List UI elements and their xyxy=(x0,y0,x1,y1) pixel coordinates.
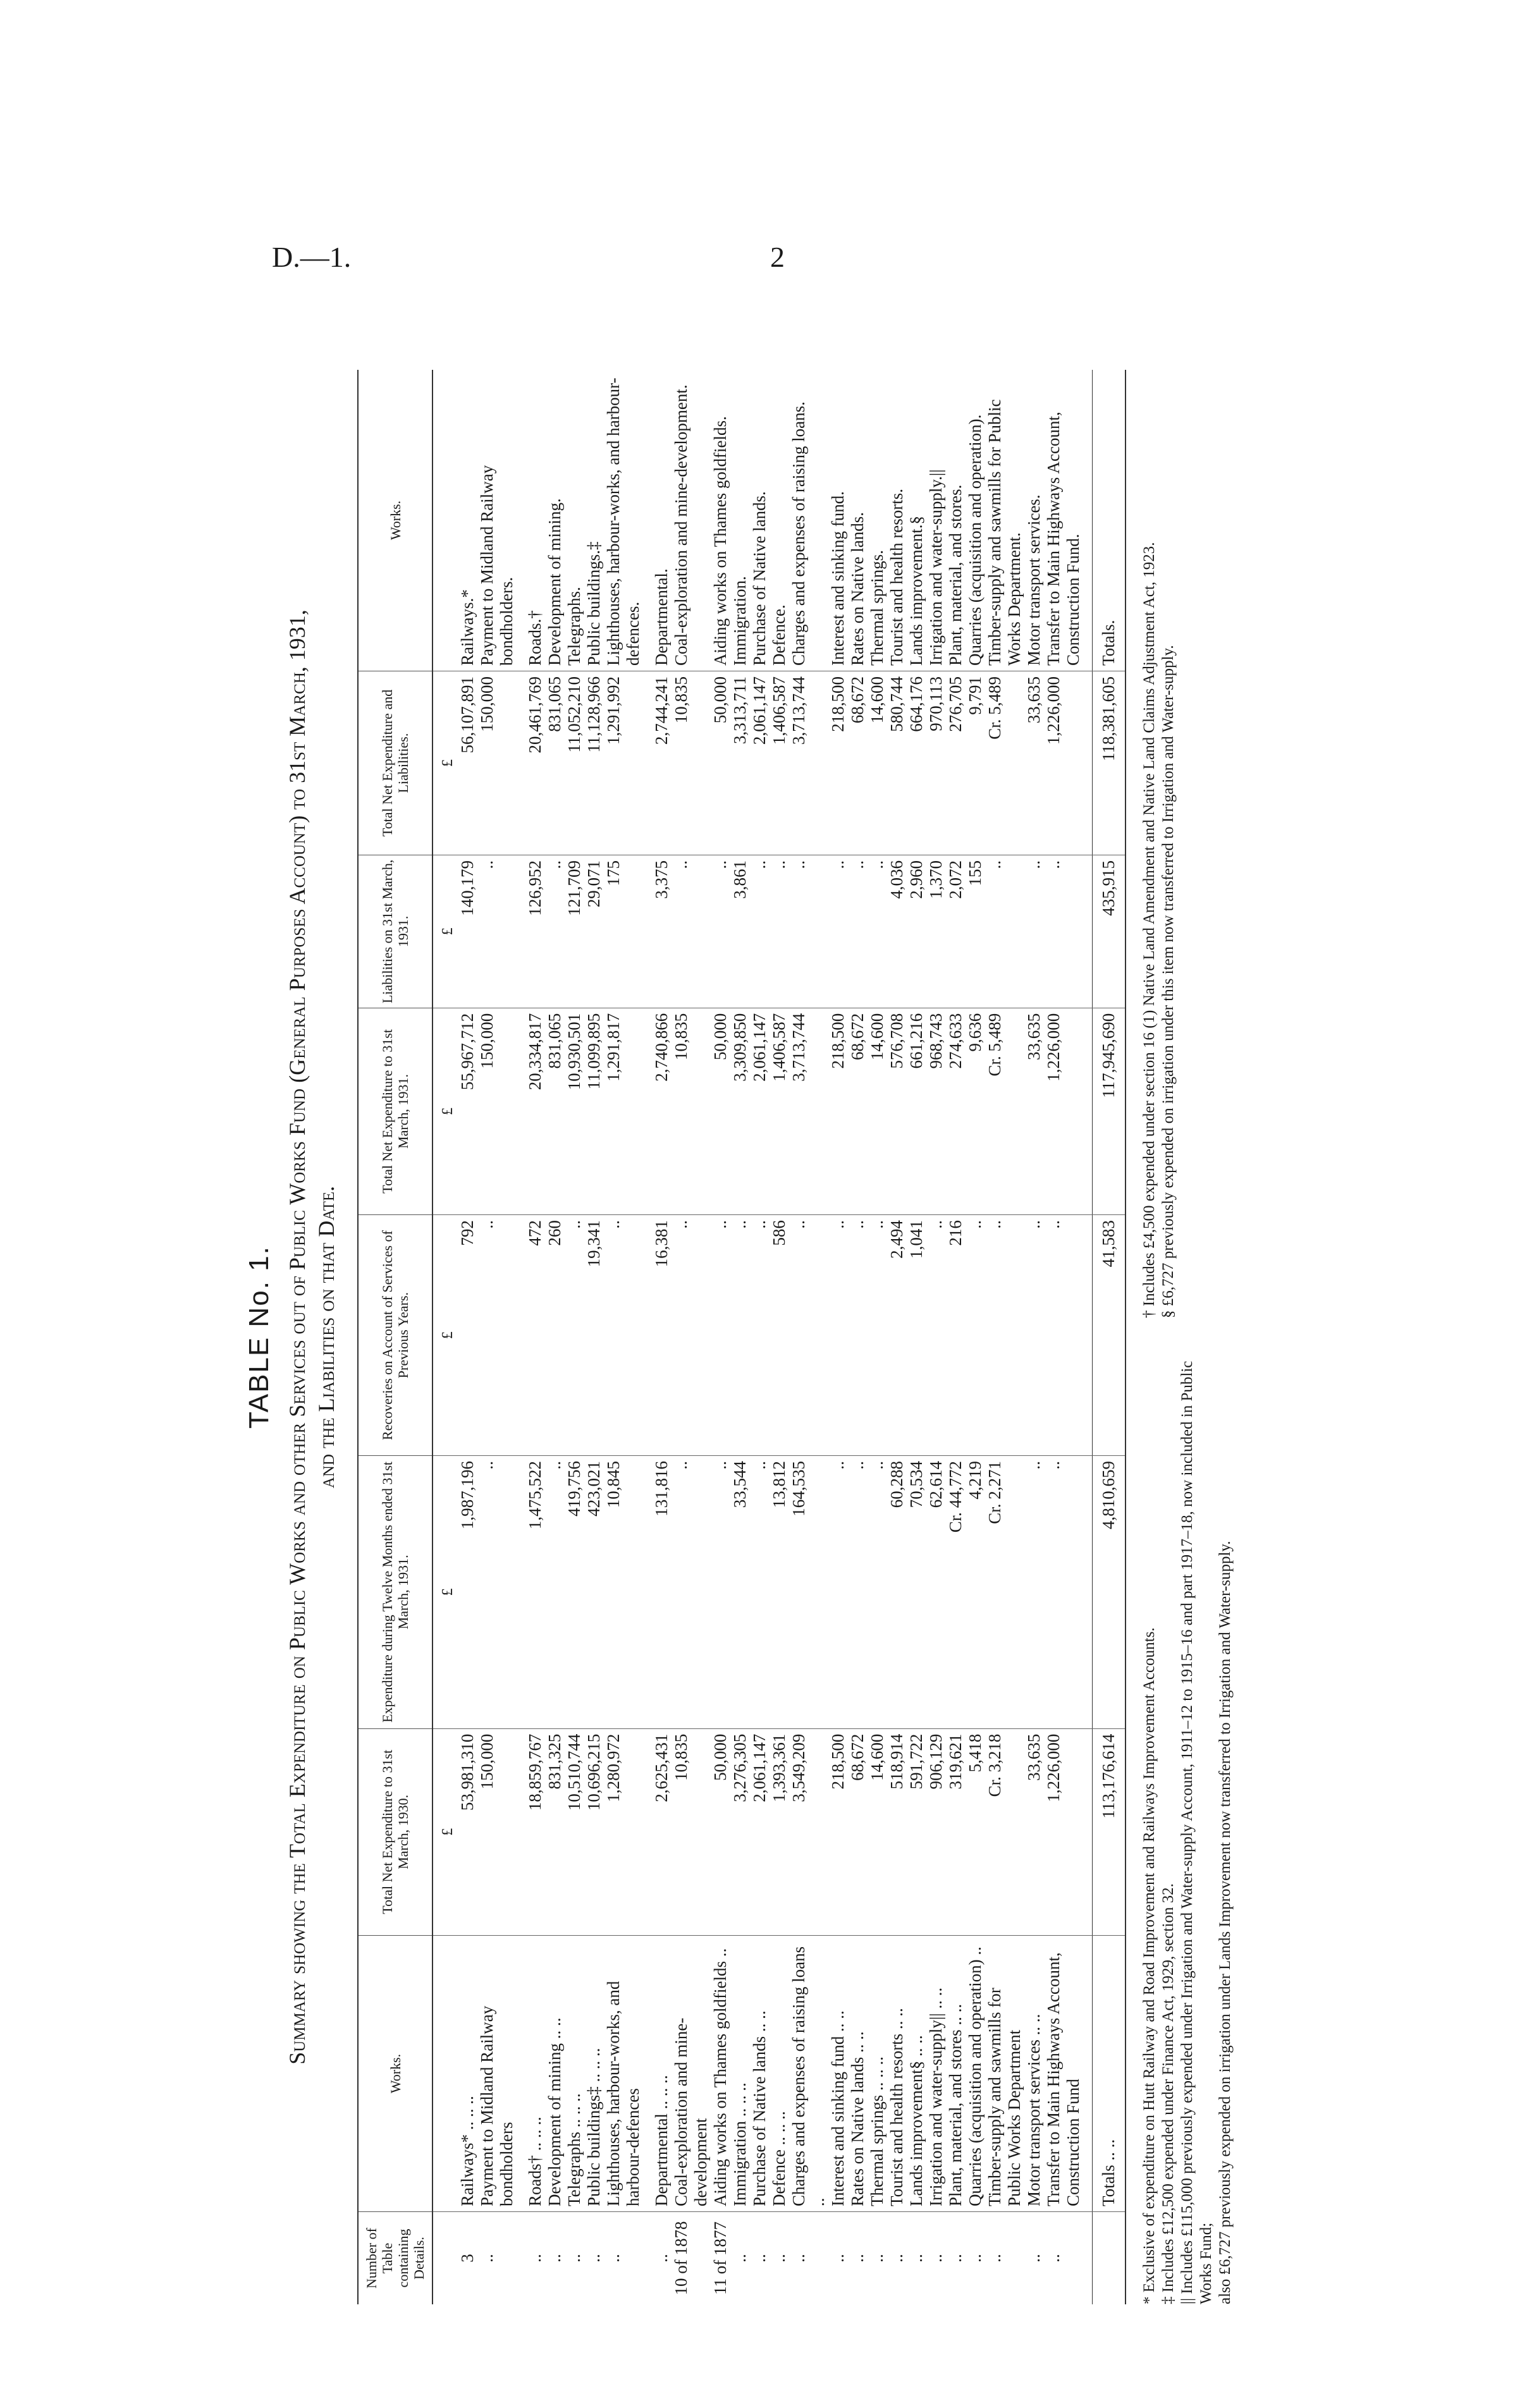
row-ref: .. xyxy=(525,2254,544,2263)
row-total-1931: 1,291,817 xyxy=(604,1008,643,1214)
row-ref: .. xyxy=(985,2254,1004,2263)
row-works-right: Lighthouses, harbour-works, and harbour-defences. xyxy=(604,370,643,671)
row-total-1931: 150,000 xyxy=(477,1008,517,1214)
table-row xyxy=(477,370,517,2304)
row-works: Motor transport services .. .. xyxy=(1024,1936,1044,2212)
row-liabilities: 4,036 xyxy=(887,855,907,1008)
row-ref: .. xyxy=(946,2254,965,2263)
row-expenditure-year: 131,816 xyxy=(652,1456,672,1729)
row-total-1930: 33,635 xyxy=(1024,1728,1044,1935)
row-works-right: Coal-exploration and mine-development. xyxy=(672,370,711,671)
row-total-1931: 1,406,587 xyxy=(770,1008,789,1214)
row-works: Defence .. .. .. xyxy=(770,1936,789,2212)
row-recoveries: .. xyxy=(789,1215,828,1456)
row-expenditure-year: 164,535 xyxy=(789,1456,828,1729)
row-recoveries: .. xyxy=(966,1215,985,1456)
row-total-1930: 50,000 xyxy=(711,1728,730,1935)
row-recoveries: .. xyxy=(828,1215,848,1456)
row-total-1930: 53,981,310 xyxy=(458,1728,477,1935)
row-expenditure-year: 62,614 xyxy=(926,1456,946,1729)
row-works: Quarries (acquisition and operation) .. xyxy=(966,1936,985,2212)
row-total-1930: 10,835 xyxy=(672,1728,711,1935)
row-total-1930: 18,859,767 xyxy=(525,1728,545,1935)
table-row xyxy=(458,370,477,2304)
row-expenditure-year: 60,288 xyxy=(887,1456,907,1729)
row-expenditure-year: .. xyxy=(750,1456,770,1729)
row-recoveries: .. xyxy=(985,1215,1024,1456)
row-total-liabilities: 150,000 xyxy=(477,671,517,855)
row-liabilities: .. xyxy=(848,855,868,1008)
table-number: TABLE No. 1. xyxy=(243,1245,274,1429)
spacer-row xyxy=(643,370,652,2304)
row-ref: .. xyxy=(604,2254,623,2263)
row-ref: .. xyxy=(1044,2254,1063,2263)
table-row xyxy=(584,370,604,2304)
table-row xyxy=(652,370,672,2304)
row-recoveries: .. xyxy=(565,1215,584,1456)
table-row xyxy=(604,370,643,2304)
row-expenditure-year: 1,475,522 xyxy=(525,1456,545,1729)
row-recoveries: .. xyxy=(711,1215,730,1456)
row-works-right: Development of mining. xyxy=(545,370,565,671)
row-works-right: Timber-supply and sawmills for Public Works Department. xyxy=(985,370,1024,671)
spacer-row xyxy=(1083,370,1093,2304)
row-total-1930: 591,722 xyxy=(907,1728,926,1935)
totals-label: Totals .. .. xyxy=(1093,1936,1126,2212)
row-recoveries: .. xyxy=(477,1215,517,1456)
row-recoveries: 792 xyxy=(458,1215,477,1456)
row-expenditure-year: 33,544 xyxy=(730,1456,750,1729)
row-works: Lighthouses, harbour-works, and harbour-defences xyxy=(604,1936,643,2212)
row-total-1931: 10,835 xyxy=(672,1008,711,1214)
row-liabilities: .. xyxy=(789,855,828,1008)
currency-symbol: £ xyxy=(432,1008,458,1214)
row-total-1930: 10,510,744 xyxy=(565,1728,584,1935)
col-total-1930-header: Total Net Expenditure to 31st March, 1930. xyxy=(358,1728,432,1935)
row-works: Public buildings‡ .. .. .. xyxy=(584,1936,604,2212)
row-total-1931: 9,636 xyxy=(966,1008,985,1214)
row-works: Plant, material, and stores .. .. xyxy=(946,1936,966,2212)
row-total-1931: 20,334,817 xyxy=(525,1008,545,1214)
col-works-right-header: Works. xyxy=(358,370,432,671)
row-total-1930: 2,061,147 xyxy=(750,1728,770,1935)
row-works: Departmental .. .. .. xyxy=(652,1936,672,2212)
row-expenditure-year: .. xyxy=(1024,1456,1044,1729)
footnote-star: * Exclusive of expenditure on Hutt Railway and Road Improvement and Railways Improvement Accounts. xyxy=(1141,1627,1158,2304)
row-works-right: Telegraphs. xyxy=(565,370,584,671)
row-total-liabilities: 2,744,241 xyxy=(652,671,672,855)
row-works-right: Irrigation and water-supply.|| xyxy=(926,370,946,671)
footnote-dagger: † Includes £4,500 expended under section 16 (1) Native Land Amendment and Native Land Claims Adjustment Act, 1923. xyxy=(1141,542,1158,1318)
col-ref-header: Number of Table containing Details. xyxy=(358,2212,432,2305)
totals-expenditure-year: 4,810,659 xyxy=(1093,1456,1126,1729)
table-row xyxy=(828,370,848,2304)
row-total-1931: 831,065 xyxy=(545,1008,565,1214)
row-recoveries: 472 xyxy=(525,1215,545,1456)
footnote-double-dagger: ‡ Includes £12,500 expended under Finance Act, 1929, section 32. xyxy=(1160,1883,1177,2304)
row-total-1931: 2,740,866 xyxy=(652,1008,672,1214)
totals-total-1931: 117,945,690 xyxy=(1093,1008,1126,1214)
row-ref: .. xyxy=(966,2254,984,2263)
row-total-1930: 3,549,209 xyxy=(789,1728,828,1935)
row-liabilities: 140,179 xyxy=(458,855,477,1008)
row-expenditure-year: 4,219 xyxy=(966,1456,985,1729)
row-expenditure-year: 10,845 xyxy=(604,1456,643,1729)
row-liabilities: .. xyxy=(1024,855,1044,1008)
row-works: Lands improvement§ .. .. xyxy=(907,1936,926,2212)
row-works-right: Aiding works on Thames goldfields. xyxy=(711,370,730,671)
row-total-liabilities: 1,406,587 xyxy=(770,671,789,855)
row-total-liabilities: 218,500 xyxy=(828,671,848,855)
row-expenditure-year: .. xyxy=(477,1456,517,1729)
row-total-1931: 14,600 xyxy=(868,1008,887,1214)
row-works-right: Railways.* xyxy=(458,370,477,671)
row-total-1930: 1,226,000 xyxy=(1044,1728,1083,1935)
row-ref: .. xyxy=(477,2254,496,2263)
row-recoveries: .. xyxy=(1044,1215,1083,1456)
row-total-1931: 10,930,501 xyxy=(565,1008,584,1214)
totals-liabilities: 435,915 xyxy=(1093,855,1126,1008)
row-liabilities: .. xyxy=(672,855,711,1008)
table-row xyxy=(926,370,946,2304)
row-works-right: Departmental. xyxy=(652,370,672,671)
row-total-1931: 3,309,850 xyxy=(730,1008,750,1214)
table-row xyxy=(525,370,545,2304)
row-works-right: Rates on Native lands. xyxy=(848,370,868,671)
row-total-liabilities: 68,672 xyxy=(848,671,868,855)
row-total-liabilities: 580,744 xyxy=(887,671,907,855)
row-total-liabilities: 1,291,992 xyxy=(604,671,643,855)
row-recoveries: .. xyxy=(730,1215,750,1456)
row-ref: 10 of 1878 xyxy=(672,2221,690,2295)
row-recoveries: 260 xyxy=(545,1215,565,1456)
table-row xyxy=(770,370,789,2304)
row-total-1931: 2,061,147 xyxy=(750,1008,770,1214)
spacer-row xyxy=(517,370,525,2304)
row-recoveries: .. xyxy=(926,1215,946,1456)
row-ref: .. xyxy=(730,2254,749,2263)
row-works-right: Quarries (acquisition and operation). xyxy=(966,370,985,671)
row-total-1930: 1,393,361 xyxy=(770,1728,789,1935)
row-expenditure-year: 423,021 xyxy=(584,1456,604,1729)
row-works: Payment to Midland Railway bondholders xyxy=(477,1936,517,2212)
row-liabilities: 175 xyxy=(604,855,643,1008)
row-total-1931: 661,216 xyxy=(907,1008,926,1214)
totals-total-liabilities: 118,381,605 xyxy=(1093,671,1126,855)
row-total-1931: 11,099,895 xyxy=(584,1008,604,1214)
row-total-1930: 906,129 xyxy=(926,1728,946,1935)
row-total-liabilities: 50,000 xyxy=(711,671,730,855)
row-liabilities: .. xyxy=(985,855,1024,1008)
row-works: Charges and expenses of raising loans .. xyxy=(789,1936,828,2212)
row-ref: .. xyxy=(750,2254,769,2263)
row-total-1930: 10,696,215 xyxy=(584,1728,604,1935)
expenditure-table xyxy=(357,370,1126,2304)
row-expenditure-year: 70,534 xyxy=(907,1456,926,1729)
col-total-liabilities-header: Total Net Expenditure and Liabilities. xyxy=(358,671,432,855)
table-row xyxy=(985,370,1024,2304)
row-works-right: Payment to Midland Railway bondholders. xyxy=(477,370,517,671)
row-ref: .. xyxy=(907,2254,926,2263)
row-works: Interest and sinking fund .. .. xyxy=(828,1936,848,2212)
row-total-liabilities: 14,600 xyxy=(868,671,887,855)
row-recoveries: 2,494 xyxy=(887,1215,907,1456)
row-ref: .. xyxy=(770,2254,788,2263)
row-expenditure-year: .. xyxy=(711,1456,730,1729)
row-total-1930: 2,625,431 xyxy=(652,1728,672,1935)
row-total-1931: 576,708 xyxy=(887,1008,907,1214)
row-expenditure-year: 1,987,196 xyxy=(458,1456,477,1729)
row-total-1931: 218,500 xyxy=(828,1008,848,1214)
row-total-1930: 1,280,972 xyxy=(604,1728,643,1935)
row-liabilities: .. xyxy=(477,855,517,1008)
totals-row xyxy=(1093,370,1126,2304)
row-works: Telegraphs .. .. .. xyxy=(565,1936,584,2212)
row-works: Development of mining .. .. xyxy=(545,1936,565,2212)
row-total-1930: 518,914 xyxy=(887,1728,907,1935)
row-total-1931: 3,713,744 xyxy=(789,1008,828,1214)
totals-label-right: Totals. xyxy=(1093,370,1126,671)
header-row xyxy=(358,370,432,2304)
row-liabilities: 2,960 xyxy=(907,855,926,1008)
row-works-right: Roads.† xyxy=(525,370,545,671)
row-liabilities: .. xyxy=(1044,855,1083,1008)
row-recoveries: 19,341 xyxy=(584,1215,604,1456)
row-total-1930: 68,672 xyxy=(848,1728,868,1935)
row-liabilities: 29,071 xyxy=(584,855,604,1008)
row-works-right: Transfer to Main Highways Account, Construction Fund. xyxy=(1044,370,1083,671)
row-works: Rates on Native lands .. .. xyxy=(848,1936,868,2212)
footnote-parallel-continued: also £6,727 previously expended on irrigation under Lands Improvement now transferred to Irrigation and Water-supply. xyxy=(1217,1541,1234,2304)
row-total-liabilities: 276,705 xyxy=(946,671,966,855)
table-row xyxy=(848,370,868,2304)
footnote-parallel: || Includes £115,000 previously expended under Irrigation and Water-supply Account, 1911–12 to 1915–16 and part 1917–18, now included in Public Works Fund; xyxy=(1179,1360,1215,2304)
table-title: Summary showing the Total Expenditure on Public Works and other Services out of Public Works Fund (General Purposes Account) to 31st March, 1931, xyxy=(285,609,310,2065)
row-total-1931: 274,633 xyxy=(946,1008,966,1214)
totals-total-1930: 113,176,614 xyxy=(1093,1728,1126,1935)
row-ref: .. xyxy=(848,2254,867,2263)
row-ref: 3 xyxy=(458,2254,477,2263)
footnotes xyxy=(1140,370,1235,2304)
table-row xyxy=(907,370,926,2304)
row-total-liabilities: 9,791 xyxy=(966,671,985,855)
row-total-1930: 319,621 xyxy=(946,1728,966,1935)
row-recoveries: .. xyxy=(848,1215,868,1456)
table-row xyxy=(730,370,750,2304)
row-total-liabilities: 664,176 xyxy=(907,671,926,855)
row-liabilities: 3,375 xyxy=(652,855,672,1008)
row-liabilities: .. xyxy=(828,855,848,1008)
row-recoveries: 16,381 xyxy=(652,1215,672,1456)
row-liabilities: .. xyxy=(545,855,565,1008)
row-total-1931: 68,672 xyxy=(848,1008,868,1214)
row-expenditure-year: .. xyxy=(868,1456,887,1729)
currency-row xyxy=(432,370,458,2304)
row-total-1930: 5,418 xyxy=(966,1728,985,1935)
row-total-liabilities: 831,065 xyxy=(545,671,565,855)
table-row xyxy=(887,370,907,2304)
row-ref: .. xyxy=(545,2254,564,2263)
table-title-continued: and the Liabilities on that Date. xyxy=(314,1185,339,1489)
row-total-1931: 33,635 xyxy=(1024,1008,1044,1214)
table-row xyxy=(711,370,730,2304)
row-total-liabilities: Cr. 5,489 xyxy=(985,671,1024,855)
row-works: Irrigation and water-supply|| .. .. xyxy=(926,1936,946,2212)
row-recoveries: .. xyxy=(672,1215,711,1456)
table-row xyxy=(1044,370,1083,2304)
row-works: Transfer to Main Highways Account, Construction Fund xyxy=(1044,1936,1083,2212)
row-works-right: Charges and expenses of raising loans. xyxy=(789,370,828,671)
table-row xyxy=(750,370,770,2304)
row-ref: .. xyxy=(1024,2254,1043,2263)
row-recoveries: .. xyxy=(868,1215,887,1456)
row-ref: .. xyxy=(828,2254,847,2263)
row-works: Roads† .. .. .. xyxy=(525,1936,545,2212)
row-liabilities: 121,709 xyxy=(565,855,584,1008)
row-ref: .. xyxy=(789,2254,808,2263)
rotated-table-sheet xyxy=(243,341,1287,2333)
row-expenditure-year: Cr. 44,772 xyxy=(946,1456,966,1729)
row-total-1931: 968,743 xyxy=(926,1008,946,1214)
table-row xyxy=(672,370,711,2304)
row-liabilities: 2,072 xyxy=(946,855,966,1008)
row-recoveries: .. xyxy=(750,1215,770,1456)
table-row xyxy=(966,370,985,2304)
currency-symbol: £ xyxy=(432,1215,458,1456)
row-works: Railways* .. .. .. xyxy=(458,1936,477,2212)
row-total-1930: 14,600 xyxy=(868,1728,887,1935)
row-liabilities: 1,370 xyxy=(926,855,946,1008)
row-total-liabilities: 3,313,711 xyxy=(730,671,750,855)
row-works-right: Thermal springs. xyxy=(868,370,887,671)
row-works-right: Motor transport services. xyxy=(1024,370,1044,671)
row-total-liabilities: 970,113 xyxy=(926,671,946,855)
row-total-1930: 218,500 xyxy=(828,1728,848,1935)
currency-symbol: £ xyxy=(432,855,458,1008)
row-works-right: Tourist and health resorts. xyxy=(887,370,907,671)
row-recoveries: .. xyxy=(1024,1215,1044,1456)
row-ref: .. xyxy=(926,2254,945,2263)
row-recoveries: 586 xyxy=(770,1215,789,1456)
row-expenditure-year: .. xyxy=(545,1456,565,1729)
row-works: Purchase of Native lands .. .. xyxy=(750,1936,770,2212)
row-expenditure-year: Cr. 2,271 xyxy=(985,1456,1024,1729)
row-liabilities: 3,861 xyxy=(730,855,750,1008)
col-liabilities-header: Liabilities on 31st March, 1931. xyxy=(358,855,432,1008)
document-reference: D.—1. xyxy=(272,241,352,273)
col-total-1931-header: Total Net Expenditure to 31st March, 1931. xyxy=(358,1008,432,1214)
footnote-section: § £6,727 previously expended on irrigation under this item now transferred to Irrigation and Water-supply. xyxy=(1160,645,1177,1318)
row-works-right: Plant, material, and stores. xyxy=(946,370,966,671)
row-works: Thermal springs .. .. .. xyxy=(868,1936,887,2212)
row-ref: .. xyxy=(887,2254,906,2263)
row-total-liabilities: 33,635 xyxy=(1024,671,1044,855)
row-total-1931: 1,226,000 xyxy=(1044,1008,1083,1214)
row-liabilities: 126,952 xyxy=(525,855,545,1008)
row-total-liabilities: 56,107,891 xyxy=(458,671,477,855)
table-row xyxy=(545,370,565,2304)
row-total-1930: 3,276,305 xyxy=(730,1728,750,1935)
row-recoveries: 216 xyxy=(946,1215,966,1456)
row-ref: .. xyxy=(584,2254,603,2263)
row-total-liabilities: 11,052,210 xyxy=(565,671,584,855)
row-expenditure-year: .. xyxy=(828,1456,848,1729)
row-works: Coal-exploration and mine-development xyxy=(672,1936,711,2212)
row-expenditure-year: .. xyxy=(848,1456,868,1729)
row-works-right: Lands improvement.§ xyxy=(907,370,926,671)
row-total-1930: Cr. 3,218 xyxy=(985,1728,1024,1935)
row-total-1931: 50,000 xyxy=(711,1008,730,1214)
row-liabilities: .. xyxy=(750,855,770,1008)
row-ref: .. xyxy=(868,2254,886,2263)
row-works-right: Public buildings.‡ xyxy=(584,370,604,671)
table-row xyxy=(565,370,584,2304)
col-works-header: Works. xyxy=(358,1936,432,2212)
totals-recoveries: 41,583 xyxy=(1093,1215,1126,1456)
table-row xyxy=(789,370,828,2304)
row-liabilities: 155 xyxy=(966,855,985,1008)
col-expenditure-year-header: Expenditure during Twelve Months ended 31st March, 1931. xyxy=(358,1456,432,1729)
row-recoveries: 1,041 xyxy=(907,1215,926,1456)
row-works: Timber-supply and sawmills for Public Works Department xyxy=(985,1936,1024,2212)
row-ref: 11 of 1877 xyxy=(711,2222,730,2295)
row-expenditure-year: .. xyxy=(1044,1456,1083,1729)
row-total-liabilities: 20,461,769 xyxy=(525,671,545,855)
row-expenditure-year: .. xyxy=(672,1456,711,1729)
row-total-1931: Cr. 5,489 xyxy=(985,1008,1024,1214)
row-works-right: Interest and sinking fund. xyxy=(828,370,848,671)
row-ref: .. xyxy=(652,2254,671,2263)
row-works-right: Immigration. xyxy=(730,370,750,671)
row-total-liabilities: 2,061,147 xyxy=(750,671,770,855)
row-works: Immigration .. .. .. xyxy=(730,1936,750,2212)
table-row xyxy=(946,370,966,2304)
row-total-liabilities: 1,226,000 xyxy=(1044,671,1083,855)
col-recoveries-header: Recoveries on Account of Services of Previous Years. xyxy=(358,1215,432,1456)
row-expenditure-year: 13,812 xyxy=(770,1456,789,1729)
row-total-liabilities: 10,835 xyxy=(672,671,711,855)
row-total-1930: 831,325 xyxy=(545,1728,565,1935)
row-liabilities: .. xyxy=(770,855,789,1008)
table-row xyxy=(1024,370,1044,2304)
table-row xyxy=(868,370,887,2304)
row-works-right: Purchase of Native lands. xyxy=(750,370,770,671)
page-number: 2 xyxy=(770,241,785,273)
currency-symbol: £ xyxy=(432,671,458,855)
row-total-1930: 150,000 xyxy=(477,1728,517,1935)
row-liabilities: .. xyxy=(868,855,887,1008)
currency-symbol: £ xyxy=(432,1728,458,1935)
row-works: Aiding works on Thames goldfields .. xyxy=(711,1936,730,2212)
row-ref: .. xyxy=(565,2254,584,2263)
currency-symbol: £ xyxy=(432,1456,458,1729)
row-recoveries: .. xyxy=(604,1215,643,1456)
row-total-1931: 55,967,712 xyxy=(458,1008,477,1214)
row-works-right: Defence. xyxy=(770,370,789,671)
row-liabilities: .. xyxy=(711,855,730,1008)
row-expenditure-year: 419,756 xyxy=(565,1456,584,1729)
row-total-liabilities: 3,713,744 xyxy=(789,671,828,855)
row-works: Tourist and health resorts .. .. xyxy=(887,1936,907,2212)
row-total-liabilities: 11,128,966 xyxy=(584,671,604,855)
